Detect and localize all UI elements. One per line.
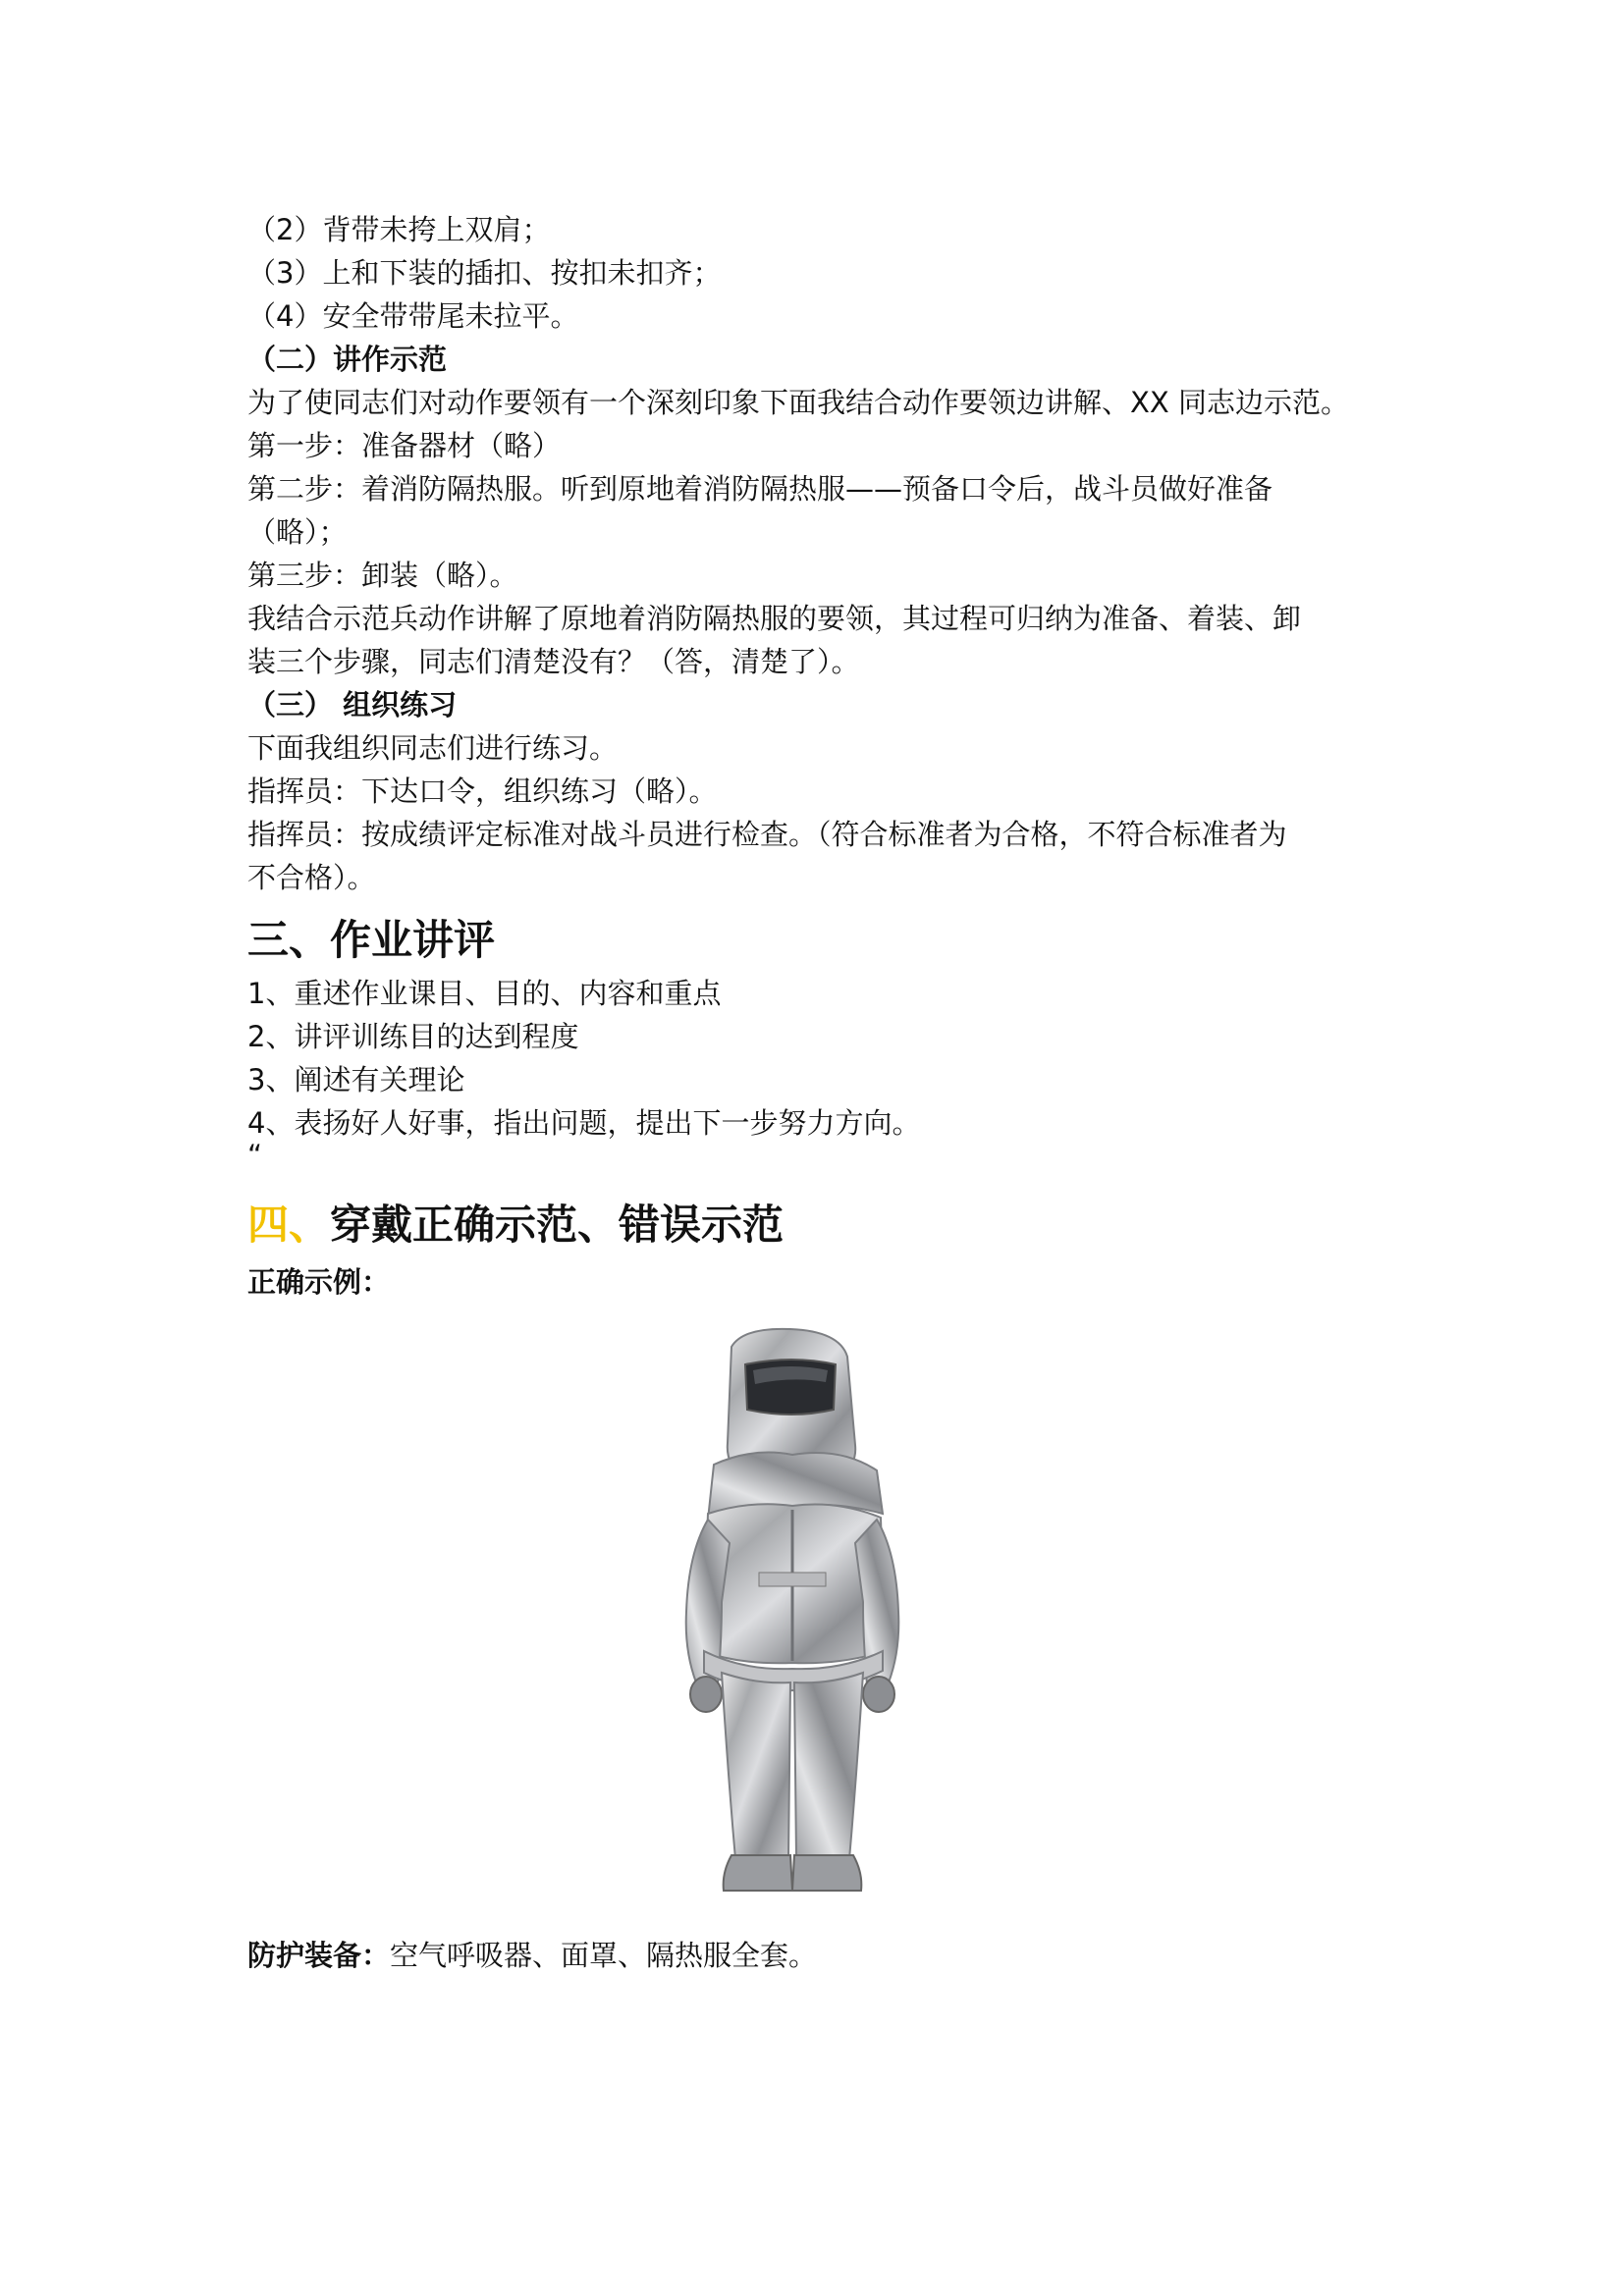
protective-equipment-line	[247, 1934, 817, 1977]
checklist-item-3: （3）上和下装的插扣、按扣未扣齐；	[247, 256, 722, 290]
paragraph-line: （略）；	[247, 515, 348, 549]
part-heading-review: 三、作业讲评	[247, 916, 496, 964]
paragraph-line: 指挥员：下达口令，组织练习（略）。	[247, 774, 718, 808]
paragraph-line: 指挥员：按成绩评定标准对战斗员进行检查。（符合标准者为合格，不符合标准者为	[247, 818, 1287, 851]
paragraph-line: 第二步：着消防隔热服。听到原地着消防隔热服——预备口令后，战斗员做好准备	[247, 472, 1273, 506]
paragraph-line: 为了使同志们对动作要领有一个深刻印象下面我结合动作要领边讲解、XX 同志边示范。	[247, 386, 1349, 419]
paragraph-line: 我结合示范兵动作讲解了原地着消防隔热服的要领，其过程可归纳为准备、着装、卸	[247, 602, 1302, 635]
section-heading-practice: （三） 组织练习	[247, 688, 458, 721]
document-body	[247, 208, 1406, 1304]
review-item: 2、讲评训练目的达到程度	[247, 1020, 579, 1053]
part-heading-text: 穿戴正确示范、错误示范	[330, 1201, 785, 1249]
checklist-item-2: （2）背带未挎上双肩；	[247, 213, 551, 246]
part-heading-number: 四、	[247, 1201, 331, 1249]
paragraph-line: 下面我组织同志们进行练习。	[247, 731, 619, 765]
paragraph-line: 不合格）。	[247, 861, 376, 894]
protective-equipment-text: 空气呼吸器、面罩、隔热服全套。	[390, 1939, 818, 1972]
paragraph-line: 第一步：准备器材（略）	[247, 429, 562, 462]
checklist-item-4: （4）安全带带尾未拉平。	[247, 299, 579, 333]
protective-equipment-label: 防护装备：	[247, 1939, 391, 1972]
paragraph-line: 第三步：卸装（略）。	[247, 559, 518, 592]
part-heading-demonstration	[247, 1196, 1406, 1255]
heat-protective-suit-illustration	[675, 1327, 910, 1896]
review-item: 1、重述作业课目、目的、内容和重点	[247, 977, 722, 1010]
stray-quote-mark: “	[247, 1139, 263, 1172]
paragraph-line: 装三个步骤，同志们清楚没有？（答，清楚了）。	[247, 645, 860, 678]
review-item: 4、表扬好人好事，指出问题，提出下一步努力方向。	[247, 1106, 921, 1140]
review-item: 3、阐述有关理论	[247, 1063, 465, 1096]
section-heading-demonstration: （二）讲作示范	[247, 343, 448, 376]
correct-example-label: 正确示例：	[247, 1265, 391, 1299]
heat-protective-suit-photo	[675, 1327, 910, 1896]
